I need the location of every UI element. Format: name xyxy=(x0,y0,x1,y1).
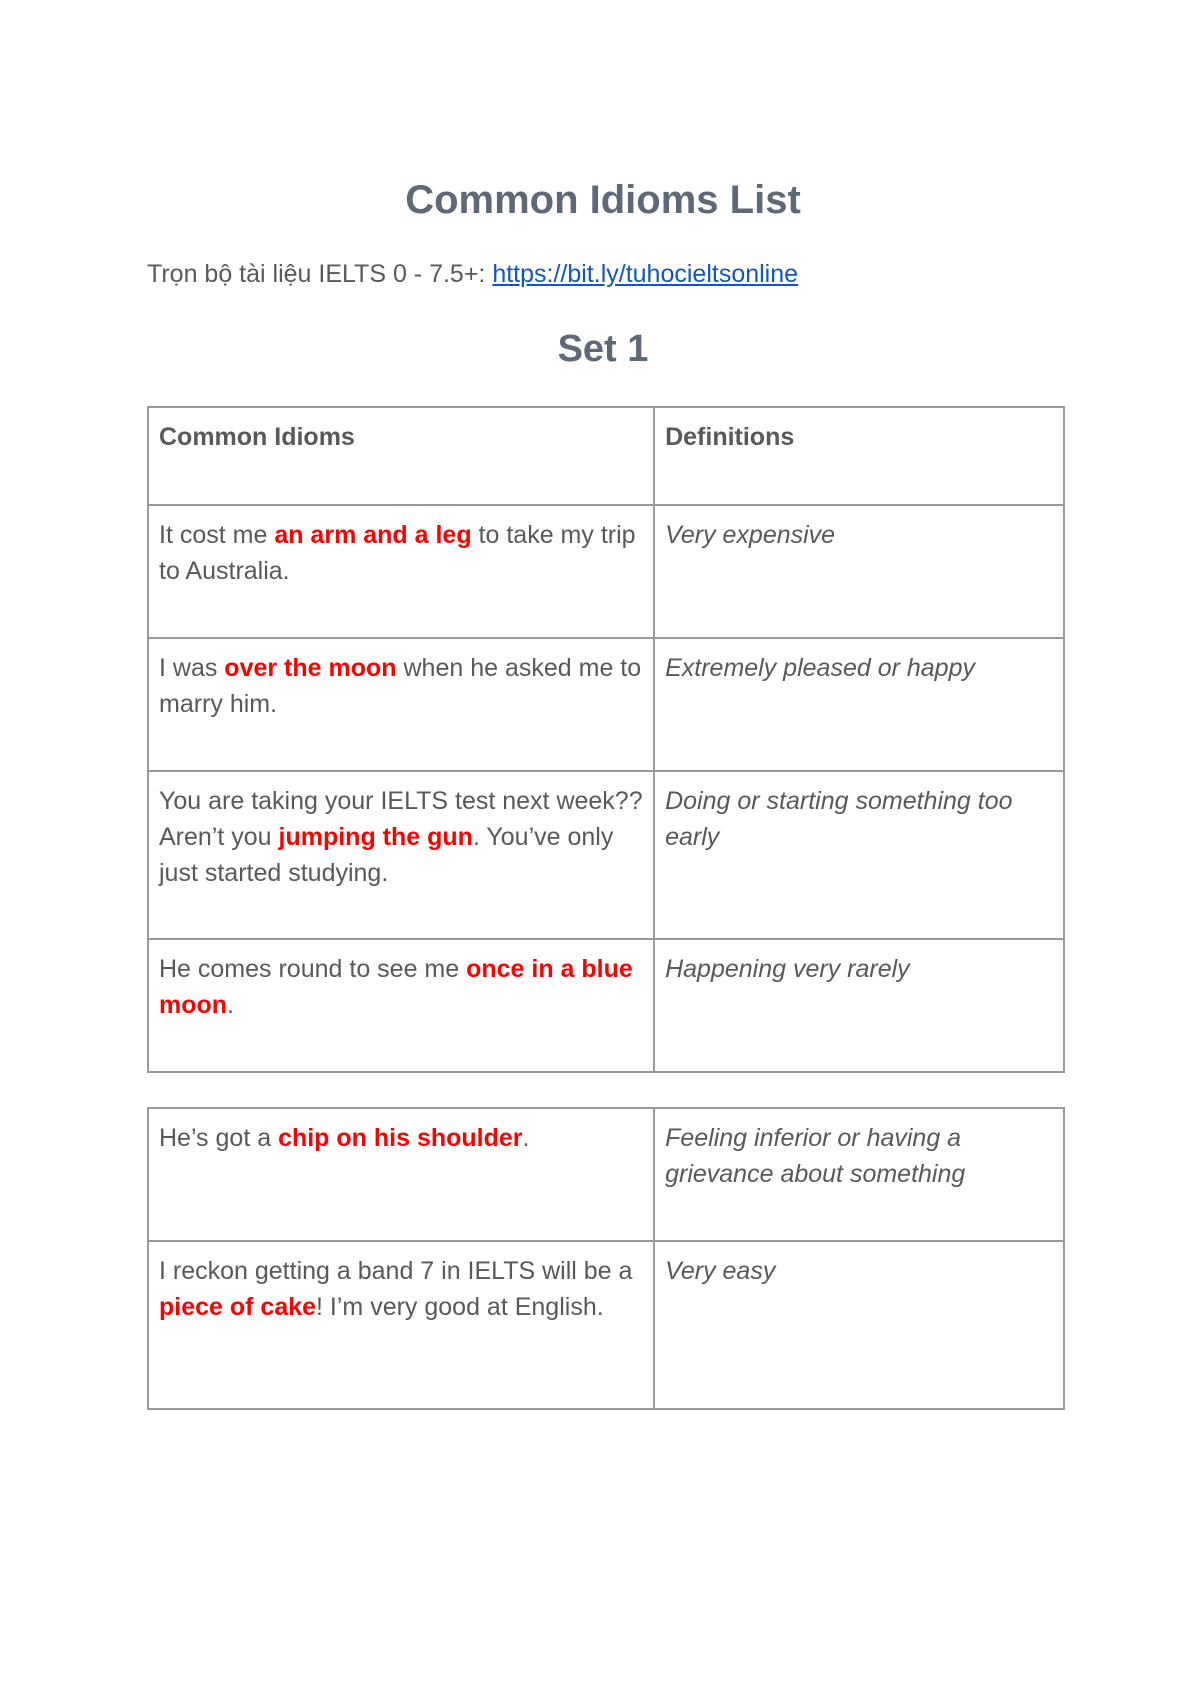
sentence-before: It cost me xyxy=(159,521,275,549)
example-sentence xyxy=(148,505,654,638)
table-row xyxy=(148,1241,1064,1409)
idiom-highlight: chip on his shoulder xyxy=(278,1124,523,1152)
sentence-after: . xyxy=(227,991,234,1019)
example-sentence xyxy=(148,1241,654,1409)
example-sentence xyxy=(148,771,654,939)
idiom-highlight: an arm and a leg xyxy=(274,521,472,549)
definition: Doing or starting something too early xyxy=(654,771,1064,939)
sentence-after: when he asked me to marry him. xyxy=(159,654,642,718)
sentence-before: I reckon getting a band 7 in IELTS will be a xyxy=(159,1257,633,1285)
header-definitions: Definitions xyxy=(654,407,1064,505)
page-title: Common Idioms List xyxy=(405,178,801,222)
definition: Very easy xyxy=(654,1241,1064,1409)
example-sentence xyxy=(148,1108,654,1241)
resource-label: Trọn bộ tài liệu IELTS 0 - 7.5+: xyxy=(147,260,493,288)
idioms-table xyxy=(147,406,1065,1073)
example-sentence xyxy=(148,638,654,771)
idiom-highlight: jumping the gun xyxy=(278,823,473,851)
definition: Feeling inferior or having a grievance about something xyxy=(654,1108,1064,1241)
table-row xyxy=(148,505,1064,638)
table-header-row xyxy=(148,407,1064,505)
definition: Happening very rarely xyxy=(654,939,1064,1072)
table-row xyxy=(148,638,1064,771)
definition: Extremely pleased or happy xyxy=(654,638,1064,771)
sentence-before: You are taking your IELTS test next week?? Aren’t you xyxy=(159,787,643,851)
idiom-highlight: once in a blue moon xyxy=(159,955,633,1019)
idioms-table-continued xyxy=(147,1107,1065,1410)
sentence-after: . You’ve only just started studying. xyxy=(159,823,614,887)
definition: Very expensive xyxy=(654,505,1064,638)
set-heading: Set 1 xyxy=(557,328,649,370)
sentence-after: to take my trip to Australia. xyxy=(159,521,636,585)
table-row xyxy=(148,939,1064,1072)
header-common-idioms: Common Idioms xyxy=(148,407,654,505)
resource-line xyxy=(147,258,798,290)
sentence-after: ! I’m very good at English. xyxy=(316,1293,604,1321)
resource-link[interactable]: https://bit.ly/tuhocieltsonline xyxy=(492,260,799,288)
idiom-highlight: piece of cake xyxy=(159,1293,317,1321)
table-row xyxy=(148,1108,1064,1241)
sentence-before: He’s got a xyxy=(159,1124,279,1152)
sentence-before: He comes round to see me xyxy=(159,955,467,983)
table-row xyxy=(148,771,1064,939)
sentence-after: . xyxy=(522,1124,530,1152)
sentence-before: I was xyxy=(159,654,225,682)
example-sentence xyxy=(148,939,654,1072)
idiom-highlight: over the moon xyxy=(224,654,397,682)
